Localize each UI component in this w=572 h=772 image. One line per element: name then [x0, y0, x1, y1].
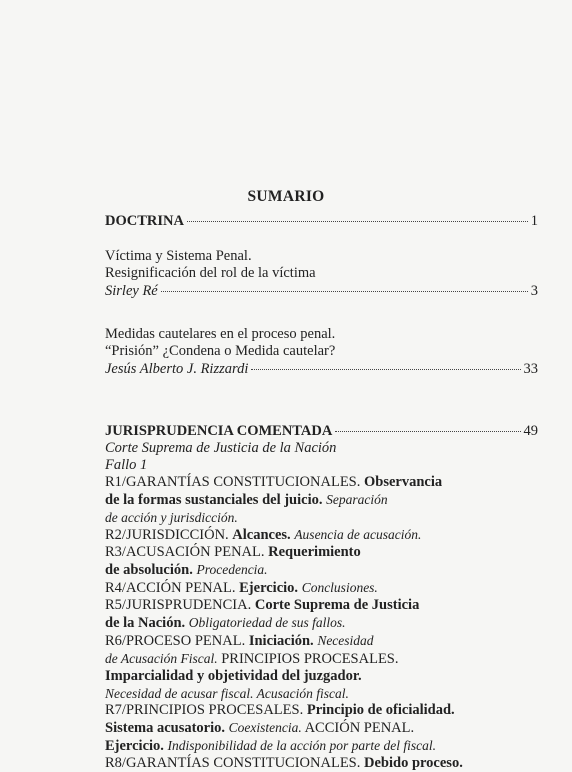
r8-heading: R8/GARANTÍAS CONSTITUCIONALES. — [105, 755, 361, 771]
article-title: Medidas cautelares en el proceso penal. — [105, 326, 336, 342]
r7-heading: R7/PRINCIPIOS PROCESALES. — [105, 702, 304, 718]
r1-heading: R1/GARANTÍAS CONSTITUCIONALES. — [105, 474, 361, 490]
dot-leader — [161, 291, 528, 292]
page-number: 33 — [523, 361, 538, 377]
r6-line: Necesidad de acusar fiscal. Acusación fiscal. — [105, 686, 349, 701]
r3-line — [105, 544, 538, 561]
r1-bold: de la formas sustanciales del juicio. — [105, 492, 323, 508]
r2-heading: R2/JURISDICCIÓN. — [105, 527, 229, 543]
r7-bold: Sistema acusatorio. — [105, 720, 226, 736]
r1-line — [105, 474, 538, 491]
r4-bold: Ejercicio. — [239, 580, 299, 596]
r2-line — [105, 526, 538, 544]
r2-italic: Ausencia de acusación. — [294, 527, 422, 542]
r5-line — [105, 614, 538, 632]
page-number: 3 — [530, 283, 538, 299]
page-number: 1 — [530, 213, 538, 229]
r7-line — [105, 702, 538, 719]
r4-heading: R4/ACCIÓN PENAL. — [105, 580, 236, 596]
r7-heading: ACCIÓN PENAL. — [304, 720, 415, 736]
r2-bold: Alcances. — [232, 527, 291, 543]
r7-italic: Coexistencia. — [228, 720, 302, 735]
r7-line — [105, 737, 538, 755]
r3-line — [105, 561, 538, 579]
r5-heading: R5/JURISPRUDENCIA. — [105, 597, 252, 613]
r6-line: Imparcialidad y objetividad del juzgador. — [105, 668, 362, 684]
r1-bold: Observancia — [364, 474, 443, 490]
r1-line — [105, 491, 538, 509]
r4-line — [105, 579, 538, 597]
r6-italic: de Acusación Fiscal. — [105, 651, 218, 666]
r5-line — [105, 597, 538, 614]
r5-bold: Corte Suprema de Justicia — [254, 597, 420, 613]
r6-line — [105, 632, 538, 650]
toc-jurisprudencia — [105, 422, 538, 440]
ruling-number: Fallo 1 — [105, 457, 148, 473]
r3-heading: R3/ACUSACIÓN PENAL. — [105, 544, 265, 560]
r5-italic: Obligatoriedad de sus fallos. — [188, 615, 346, 630]
page-title: SUMARIO — [247, 188, 325, 205]
page-number: 49 — [523, 423, 538, 439]
article-title: Víctima y Sistema Penal. — [105, 248, 252, 264]
r3-italic: Procedencia. — [196, 562, 268, 577]
r6-bold: Iniciación. — [248, 633, 314, 649]
r1-line: de acción y jurisdicción. — [105, 510, 238, 525]
r3-bold: Requerimiento — [268, 544, 361, 560]
court-name: Corte Suprema de Justicia de la Nación — [105, 440, 337, 456]
author: Sirley Ré — [105, 283, 158, 299]
r4-italic: Conclusiones. — [301, 580, 378, 595]
r7-bold: Ejercicio. — [105, 738, 164, 754]
dot-leader — [187, 221, 528, 222]
r7-line — [105, 719, 538, 737]
dot-leader — [335, 431, 520, 432]
r7-bold: Principio de oficialidad. — [306, 702, 455, 718]
table-of-contents — [105, 212, 538, 772]
r6-italic: Necesidad — [317, 633, 374, 648]
toc-doctrina — [105, 212, 538, 230]
r8-line — [105, 755, 538, 772]
section-label: DOCTRINA — [105, 213, 184, 229]
article-subtitle: “Prisión” ¿Condena o Medida cautelar? — [105, 343, 336, 359]
r6-heading: PRINCIPIOS PROCESALES. — [221, 651, 399, 667]
section-label: JURISPRUDENCIA COMENTADA — [105, 423, 333, 439]
r8-bold: Debido proceso. — [364, 755, 463, 771]
r1-italic: Separación — [326, 492, 388, 507]
article-subtitle: Resignificación del rol de la víctima — [105, 265, 316, 281]
toc-article-2 — [105, 360, 538, 378]
toc-article-1 — [105, 282, 538, 300]
r5-bold: de la Nación. — [105, 615, 186, 631]
r7-italic: Indisponibilidad de la acción por parte del fiscal. — [167, 738, 437, 753]
r3-bold: de absolución. — [105, 562, 193, 578]
dot-leader — [251, 369, 520, 370]
r6-line — [105, 650, 538, 668]
r6-heading: R6/PROCESO PENAL. — [105, 633, 246, 649]
author: Jesús Alberto J. Rizzardi — [105, 361, 249, 377]
